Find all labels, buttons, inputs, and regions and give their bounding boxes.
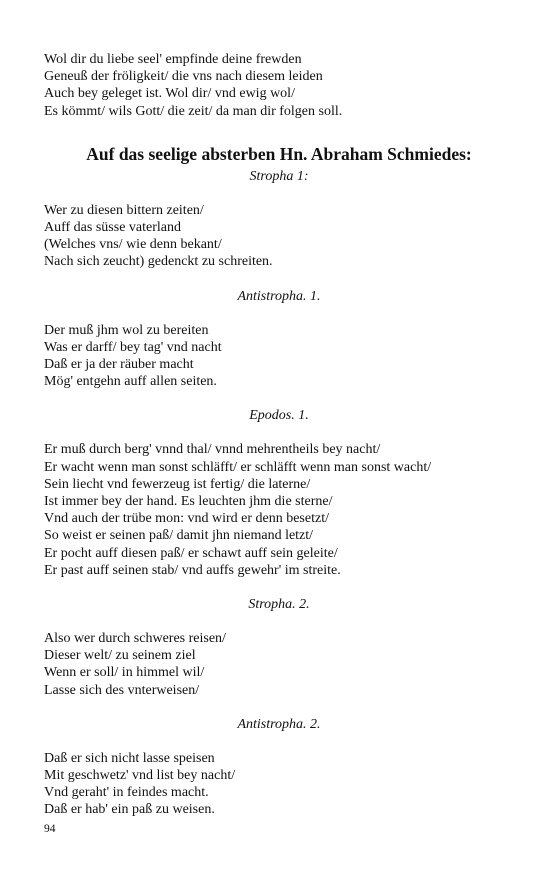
verse-line: Ist immer bey der hand. Es leuchten jhm die sterne/: [44, 494, 333, 510]
stanza-epodos-1: [44, 441, 514, 579]
verse-line: Sein liecht vnd fewerzeug ist fertig/ die laterne/: [44, 476, 311, 492]
page-body: [44, 51, 514, 819]
verse-line: Was er darff/ bey tag' vnd nacht: [44, 339, 222, 355]
section-heading-antistropha-2: Antistropha. 2.: [237, 716, 321, 732]
stanza-antistropha-1: [44, 322, 514, 391]
verse-line: Daß er hab' ein paß zu weisen.: [44, 802, 215, 818]
verse-line: Mit geschwetz' vnd list bey nacht/: [44, 768, 236, 784]
verse-line: Auff das süsse vaterland: [44, 220, 181, 236]
page-number: 94: [44, 823, 56, 835]
verse-line: Es kömmt/ wils Gott/ die zeit/ da man dir folgen soll.: [44, 103, 343, 119]
intro-stanza: [44, 51, 514, 120]
verse-line: Wer zu diesen bittern zeiten/: [44, 202, 204, 218]
verse-line: Nach sich zeucht) gedenckt zu schreiten.: [44, 254, 273, 270]
verse-line: Er pocht auff diesen paß/ er schawt auff sein geleite/: [44, 545, 338, 561]
verse-line: Er muß durch berg' vnnd thal/ vnnd mehrentheils bey nacht/: [44, 442, 381, 458]
verse-line: (Welches vns/ wie denn bekant/: [44, 237, 222, 253]
verse-line: Daß er ja der räuber macht: [44, 357, 194, 373]
verse-line: Er wacht wenn man sonst schläfft/ er schläfft wenn man sonst wacht/: [44, 459, 432, 475]
verse-line: Mög' entgehn auff allen seiten.: [44, 374, 217, 390]
verse-line: Also wer durch schweres reisen/: [44, 631, 226, 647]
section-heading-stropha-2: Stropha. 2.: [248, 597, 310, 613]
poem-title: Auf das seelige absterben Hn. Abraham Schmiedes:: [86, 143, 472, 164]
verse-line: Vnd geraht' in feindes macht.: [44, 785, 209, 801]
section-heading-stropha-1: Stropha 1:: [249, 168, 309, 184]
section-heading-antistropha-1: Antistropha. 1.: [237, 288, 321, 304]
stanza-antistropha-2: [44, 750, 514, 819]
verse-line: So weist er seinen paß/ damit jhn niemand letzt/: [44, 528, 314, 544]
verse-line: Er past auff seinen stab/ vnd auffs gewehr' im streite.: [44, 562, 341, 578]
verse-line: Lasse sich des vnterweisen/: [44, 682, 200, 698]
verse-line: Dieser welt/ zu seinem ziel: [44, 648, 196, 664]
stanza-stropha-2: [44, 630, 514, 699]
stanza-stropha-1: [44, 202, 514, 271]
verse-line: Wenn er soll/ in himmel wil/: [44, 665, 205, 681]
verse-line: Wol dir du liebe seel' empfinde deine frewden: [44, 52, 302, 67]
verse-line: Der muß jhm wol zu bereiten: [44, 322, 209, 338]
verse-line: Vnd auch der trübe mon: vnd wird er denn besetzt/: [44, 511, 329, 527]
verse-line: Auch bey geleget ist. Wol dir/ vnd ewig wol/: [44, 86, 295, 102]
verse-line: Daß er sich nicht lasse speisen: [44, 750, 215, 766]
verse-line: Geneuß der fröligkeit/ die vns nach diesem leiden: [44, 69, 323, 85]
section-heading-epodos-1: Epodos. 1.: [249, 408, 309, 424]
